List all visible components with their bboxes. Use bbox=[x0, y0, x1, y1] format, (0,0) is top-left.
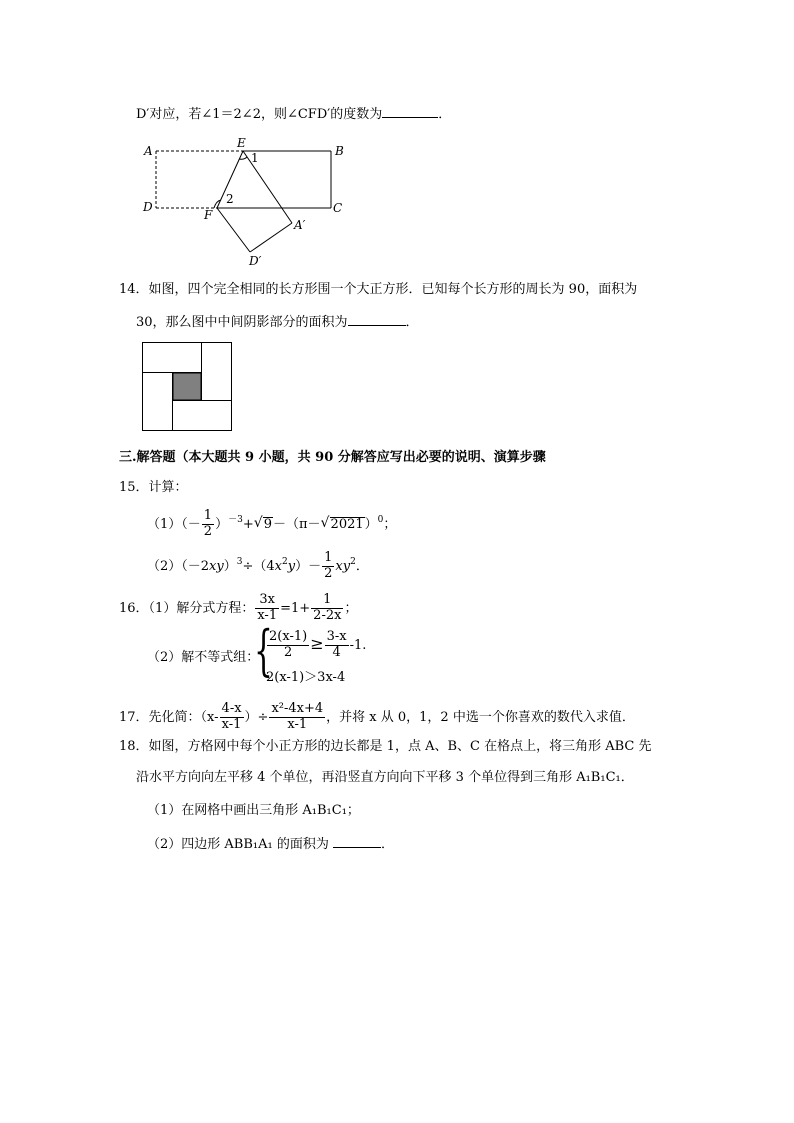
q13-end: ． bbox=[438, 107, 452, 122]
rectangle-top bbox=[143, 343, 202, 373]
q15-p2-close: ） bbox=[223, 558, 237, 574]
q16-ge: ≥ bbox=[310, 633, 324, 653]
q15-p2-exp2b: 2 bbox=[350, 556, 356, 567]
label-angle-2: 2 bbox=[226, 192, 234, 206]
q16-r1-frac1 bbox=[267, 630, 309, 661]
q16-ineq-row1 bbox=[266, 630, 366, 661]
q14-answer-blank bbox=[348, 314, 406, 326]
frac-num: x²-4x+4 bbox=[271, 701, 324, 716]
q13-answer-blank bbox=[382, 106, 438, 118]
q17 bbox=[119, 702, 635, 733]
q16-r1-tail: -1 bbox=[349, 637, 363, 653]
q17-div: ）÷ bbox=[244, 709, 269, 725]
q16-part1 bbox=[119, 593, 357, 624]
q14-figure bbox=[142, 342, 234, 432]
frac-num: 1 bbox=[324, 550, 333, 565]
q15-p1-close2: ） bbox=[364, 516, 378, 532]
q15-p1-close: ） bbox=[215, 516, 229, 532]
frac-num: 3-x bbox=[326, 629, 347, 644]
frac-den: 2 bbox=[283, 644, 293, 660]
frac-den: 2 bbox=[324, 565, 333, 581]
frac-den: x-1 bbox=[257, 607, 278, 623]
label-e: E bbox=[237, 136, 246, 150]
section-3-title: 三.解答题（本大题共 9 小题，共 90 分解答应写出必要的说明、演算步骤 bbox=[119, 450, 546, 465]
q15-p1-mid: －（π－ bbox=[273, 516, 321, 532]
q15-p2-y: y bbox=[287, 558, 296, 574]
q16-p2-end: . bbox=[362, 637, 367, 653]
label-d: D bbox=[143, 200, 153, 214]
q14-line2-wrap bbox=[136, 314, 419, 329]
label-a: A bbox=[144, 144, 153, 158]
label-angle-1: 1 bbox=[251, 151, 259, 165]
frac-den: x-1 bbox=[221, 716, 242, 732]
q18-p2-end: ． bbox=[380, 837, 394, 852]
q14-line1: 14．如图，四个完全相同的长方形围一个大正方形．已知每个长方形的周长为 90，面积为 bbox=[119, 282, 638, 297]
sqrt-radicand: 2021 bbox=[330, 516, 364, 532]
q15-p2-x: x bbox=[274, 558, 282, 574]
q15-part2 bbox=[147, 551, 369, 582]
q16-brace: { bbox=[254, 619, 273, 682]
q15-sqrt-2021 bbox=[320, 514, 365, 532]
frac-num: 4-x bbox=[221, 701, 242, 716]
q15-p1-plus: + bbox=[242, 516, 254, 532]
rectangle-bottom bbox=[173, 401, 232, 431]
label-c: C bbox=[333, 201, 343, 215]
label-d-prime: D′ bbox=[249, 254, 262, 268]
sqrt-sign: √ bbox=[253, 514, 263, 531]
q15-p2-close2: ）－ bbox=[295, 558, 322, 574]
frac-num: 1 bbox=[203, 508, 213, 523]
q13-figure bbox=[140, 136, 360, 268]
frac-den: 2 bbox=[203, 523, 213, 539]
sqrt-sign: √ bbox=[320, 514, 330, 531]
q17-frac1 bbox=[220, 702, 244, 733]
q15-p2-exp2: 2 bbox=[282, 556, 288, 567]
q15-p2-label: （2）（－2 bbox=[147, 558, 210, 574]
q15-p1-label: （1）（－ bbox=[147, 516, 201, 532]
q18-p2-text: （2）四边形 ABB₁A₁ 的面积为 bbox=[147, 837, 329, 852]
shaded-center-square bbox=[173, 373, 201, 400]
q15-part1 bbox=[147, 509, 396, 540]
q16-p1-frac2 bbox=[311, 593, 343, 624]
q17-label: 17．先化简：（x- bbox=[119, 709, 219, 725]
frac-num: 1 bbox=[311, 593, 343, 609]
q14-line2: 30，那么图中中间阴影部分的面积为 bbox=[136, 315, 348, 330]
q16-r1-frac2 bbox=[325, 630, 349, 661]
q15-p2-frac bbox=[322, 551, 334, 582]
q17-frac2 bbox=[269, 702, 325, 733]
q16-p1-label: 16．（1）解分式方程： bbox=[119, 600, 255, 616]
q15-sqrt-9 bbox=[253, 514, 273, 532]
frac-den: 2-2x bbox=[313, 607, 342, 623]
label-b: B bbox=[335, 144, 344, 158]
q15-p1-exp0: 0 bbox=[377, 514, 384, 525]
sqrt-radicand: 9 bbox=[263, 516, 272, 532]
q18-line1: 18．如图，方格网中每个小正方形的边长都是 1，点 A、B、C 在格点上，将三角形 ABC 先 bbox=[119, 739, 652, 754]
rectangle-right bbox=[202, 343, 232, 401]
q15-p1-exp: －3 bbox=[228, 514, 243, 525]
frac-den: x-1 bbox=[287, 716, 308, 732]
frac-num: 2(x-1) bbox=[269, 629, 308, 644]
q15-p1-end: ； bbox=[383, 516, 397, 532]
q13-text bbox=[136, 106, 451, 121]
q16-ineq-row2: 2(x-1)＞3x-4 bbox=[266, 670, 346, 685]
q13-line: D′对应，若∠1＝2∠2，则∠CFD′的度数为 bbox=[136, 107, 383, 122]
rectangle-left bbox=[143, 373, 173, 431]
q17-tail: ，并将 x 从 0，1，2 中选一个你喜欢的数代入求值． bbox=[326, 709, 635, 725]
q18-part2 bbox=[147, 836, 394, 851]
q15-p1-frac bbox=[202, 509, 214, 540]
frac-den: 4 bbox=[332, 644, 341, 660]
segment-a-prime-d-prime bbox=[250, 223, 292, 252]
q15-p2-div: ÷（4 bbox=[242, 558, 275, 574]
segment-d-prime-f bbox=[217, 208, 250, 252]
frac-num: 3x bbox=[255, 593, 279, 609]
q15-p2-xy2: xy bbox=[335, 558, 351, 574]
q18-line2: 沿水平方向向左平移 4 个单位，再沿竖直方向向下平移 3 个单位得到三角形 A₁B₁C₁． bbox=[136, 770, 634, 785]
q15-p2-end: ． bbox=[355, 558, 369, 574]
q16-p2-label: （2）解不等式组： bbox=[147, 650, 260, 665]
q16-p1-eq: =1+ bbox=[280, 600, 311, 616]
q15-p2-xy: xy bbox=[209, 558, 224, 574]
label-a-prime: A′ bbox=[294, 218, 306, 232]
q15-p2-exp3: 3 bbox=[236, 556, 243, 567]
q18-part1: （1）在网格中画出三角形 A₁B₁C₁； bbox=[147, 803, 360, 818]
q18-answer-blank bbox=[333, 836, 381, 848]
q14-end: ． bbox=[405, 315, 419, 330]
q15-head: 15．计算： bbox=[119, 480, 188, 495]
label-f: F bbox=[204, 208, 213, 222]
q16-p1-end: ； bbox=[344, 600, 358, 616]
